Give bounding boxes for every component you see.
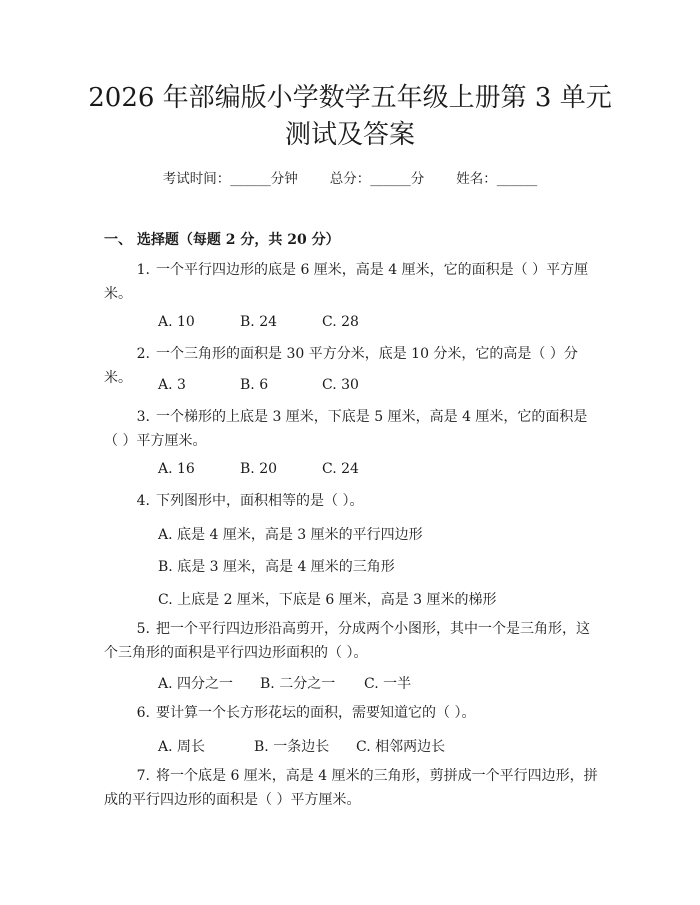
question-number: 4.	[136, 493, 150, 509]
option-a: A. 3	[158, 377, 186, 393]
question-text: 一个三角形的面积是 30 平方分米，底是 10 分米，它的高是（ ）分米。	[104, 346, 578, 386]
question-4-option-b: B. 底是 3 厘米，高是 4 厘米的三角形	[158, 559, 395, 575]
option-c: C. 28	[322, 314, 359, 330]
exam-time: 考试时间：______分钟	[162, 171, 298, 187]
exam-meta	[0, 167, 700, 187]
question-1-options	[158, 314, 359, 330]
question-number: 6.	[136, 705, 150, 721]
question-text: 将一个底是 6 厘米，高是 4 厘米的三角形，剪拼成一个平行四边形，拼成的平行四边形的面积是（ ）平方厘米。	[104, 768, 598, 808]
question-text: 把一个平行四边形沿高剪开，分成两个小图形，其中一个是三角形，这个三角形的面积是平行四边形面积的（ ）。	[104, 621, 590, 661]
question-number: 7.	[136, 768, 150, 784]
question-number: 3.	[136, 409, 150, 425]
question-text: 要计算一个长方形花坛的面积，需要知道它的（ ）。	[156, 705, 476, 721]
option-b: B. 二分之一	[260, 676, 336, 692]
question-text: 一个梯形的上底是 3 厘米，下底是 5 厘米，高是 4 厘米，它的面积是（ ）平方厘米。	[104, 409, 588, 449]
question-7	[104, 764, 600, 812]
title-line-1: 2026 年部编版小学数学五年级上册第 3 单元	[88, 83, 612, 113]
question-number: 1.	[136, 262, 150, 278]
total-score: 总分：______分	[329, 171, 425, 187]
question-5-options	[158, 673, 411, 693]
question-number: 5.	[136, 621, 150, 637]
option-b: B. 6	[240, 377, 269, 393]
option-b: B. 24	[240, 314, 278, 330]
option-b: B. 20	[240, 461, 278, 477]
question-3-options	[158, 461, 359, 477]
question-6-options	[158, 736, 445, 756]
option-c: C. 一半	[364, 676, 412, 692]
question-4	[104, 489, 600, 513]
question-number: 2.	[136, 346, 150, 362]
question-6	[104, 701, 600, 725]
option-c: C. 相邻两边长	[356, 739, 446, 755]
option-c: C. 30	[322, 377, 359, 393]
option-a: A. 16	[158, 461, 195, 477]
option-a: A. 10	[158, 314, 195, 330]
question-1	[104, 258, 600, 306]
student-name: 姓名：______	[456, 171, 538, 187]
option-c: C. 24	[322, 461, 359, 477]
section-heading: 一、 选择题（每题 2 分，共 20 分）	[104, 232, 340, 248]
title-line-2: 测试及答案	[284, 120, 415, 150]
option-b: B. 一条边长	[254, 739, 330, 755]
option-a: A. 四分之一	[158, 676, 234, 692]
question-2-options	[158, 377, 359, 393]
question-3	[104, 405, 600, 453]
question-4-option-c: C. 上底是 2 厘米，下底是 6 厘米，高是 3 厘米的梯形	[158, 592, 497, 608]
question-5	[104, 617, 600, 665]
question-text: 下列图形中，面积相等的是（ ）。	[156, 493, 364, 509]
question-text: 一个平行四边形的底是 6 厘米，高是 4 厘米，它的面积是（ ）平方厘米。	[104, 262, 589, 302]
option-a: A. 周长	[158, 739, 206, 755]
question-4-option-a: A. 底是 4 厘米，高是 3 厘米的平行四边形	[158, 527, 423, 543]
